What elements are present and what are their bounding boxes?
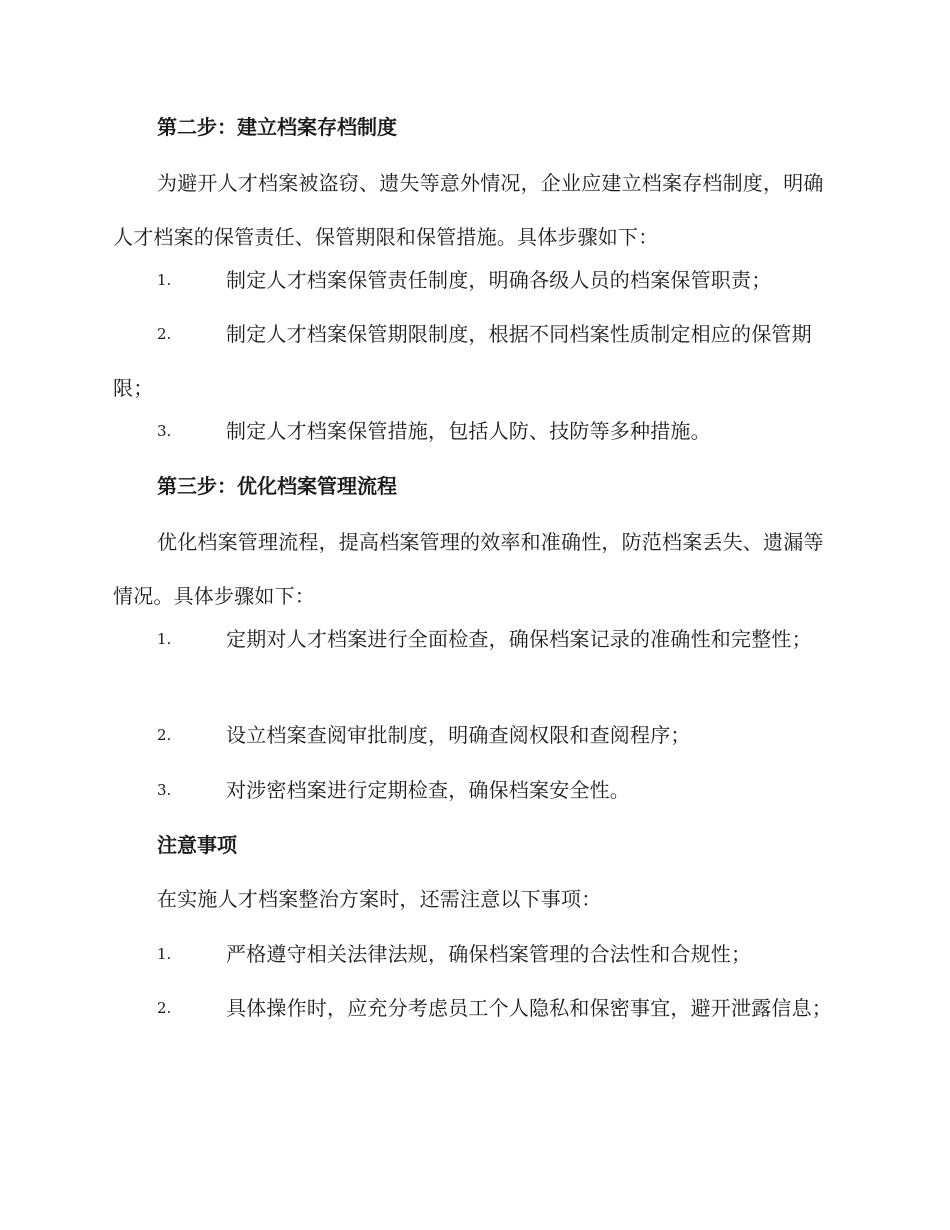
list-item-text: 设立档案查阅审批制度，明确查阅权限和查阅程序； <box>226 723 691 747</box>
list-item <box>113 404 837 458</box>
list-item-number: 1. <box>157 945 172 963</box>
section-heading: 第二步：建立档案存档制度 <box>157 115 397 139</box>
list-item <box>113 763 837 817</box>
list-item-number: 1. <box>157 630 172 648</box>
list-item <box>113 708 837 762</box>
list-item-text: 对涉密档案进行定期检查，确保档案安全性。 <box>226 778 630 802</box>
section-intro: 优化档案管理流程，提高档案管理的效率和准确性，防范档案丢失、遗漏等情况。具体步骤如下： <box>113 530 824 608</box>
section-intro: 在实施人才档案整治方案时，还需注意以下事项： <box>157 887 602 911</box>
list-item-number: 1. <box>157 271 172 289</box>
list-item <box>113 927 837 981</box>
list-item <box>113 307 837 415</box>
list-item-text: 定期对人才档案进行全面检查，确保档案记录的准确性和完整性； <box>226 627 812 651</box>
section-heading: 注意事项 <box>157 833 237 857</box>
list-item <box>113 253 837 307</box>
list-item <box>113 612 837 666</box>
list-item-number: 3. <box>157 422 172 440</box>
section-heading: 第三步：优化档案管理流程 <box>157 474 397 498</box>
list-item-number: 3. <box>157 781 172 799</box>
list-item-number: 2. <box>157 726 172 744</box>
list-item-text: 制定人才档案保管责任制度，明确各级人员的档案保管职责； <box>226 268 772 292</box>
list-item-text: 制定人才档案保管措施，包括人防、技防等多种措施。 <box>226 419 711 443</box>
list-item-number: 2. <box>157 999 172 1017</box>
list-item-text: 制定人才档案保管期限制度，根据不同档案性质制定相应的保管期限； <box>113 322 812 400</box>
list-item-text: 严格遵守相关法律法规，确保档案管理的合法性和合规性； <box>226 942 752 966</box>
section-intro: 为避开人才档案被盗窃、遗失等意外情况，企业应建立档案存档制度，明确人才档案的保管责任、保管期限和保管措施。具体步骤如下： <box>113 171 824 249</box>
list-item-text: 具体操作时，应充分考虑员工个人隐私和保密事宜，避开泄露信息； <box>226 996 832 1020</box>
list-item <box>113 981 837 1035</box>
list-item-number: 2. <box>157 325 172 343</box>
